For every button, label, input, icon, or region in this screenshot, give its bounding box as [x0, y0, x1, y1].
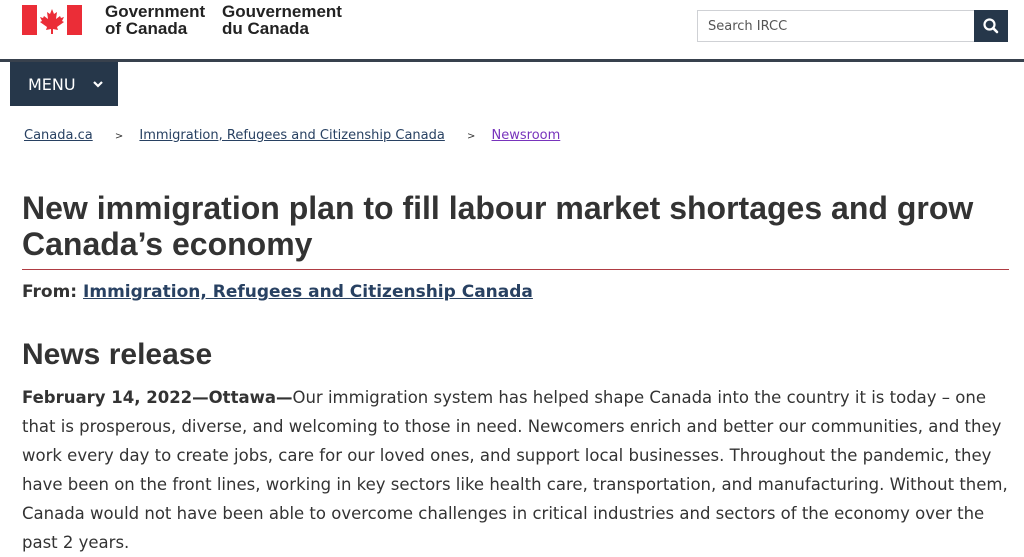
breadcrumb-canada-ca[interactable]: Canada.ca: [24, 128, 93, 143]
search-button[interactable]: [974, 10, 1008, 42]
signature-fr-line1: Gouvernement: [222, 2, 342, 21]
from-ircc-link[interactable]: Immigration, Refugees and Citizenship Canada: [83, 282, 533, 302]
breadcrumb: [24, 128, 560, 143]
government-of-canada-signature[interactable]: [105, 3, 205, 37]
page-title: New immigration plan to fill labour market shortages and grow Canada’s economy: [22, 190, 974, 262]
from-label: From:: [22, 282, 78, 302]
search-form: [697, 10, 1008, 42]
chevron-down-icon: [92, 78, 104, 90]
section-title: News release: [22, 338, 213, 371]
menu-label: MENU: [28, 74, 76, 94]
search-icon: [974, 10, 1008, 42]
breadcrumb-newsroom[interactable]: Newsroom: [491, 128, 561, 143]
breadcrumb-separator: >: [466, 131, 476, 142]
menu-button[interactable]: [10, 62, 118, 106]
signature-en-line2: of Canada: [105, 19, 188, 38]
breadcrumb-ircc[interactable]: Immigration, Refugees and Citizenship Canada: [139, 128, 445, 143]
canada-flag-icon: [22, 5, 82, 35]
breadcrumb-separator: >: [114, 131, 124, 142]
site-header: [0, 0, 1024, 60]
search-input[interactable]: [697, 10, 974, 42]
signature-en-line1: Government: [105, 2, 206, 21]
dateline: February 14, 2022—Ottawa—: [22, 388, 293, 407]
title-underline: [22, 269, 1009, 270]
paragraph-text: Our immigration system has helped shape Canada into the country it is today – one that is prosperous, diverse, and welcoming to those in need. Newcomers enrich and better our communities, and they work every day to create jobs, care for our loved ones, and support local businesses. Throughout the pandemic, they have been on the front lines, working in key sectors like health care, transportation, and manufacturing. Without them, Canada would not have been able to overcome challenges in critical industries and sectors of the economy over the past 2 years.: [22, 388, 1008, 552]
header-divider: [0, 59, 1024, 62]
from-line: [22, 282, 533, 302]
gouvernement-du-canada-signature[interactable]: [222, 3, 342, 37]
signature-fr-line2: du Canada: [222, 19, 309, 38]
